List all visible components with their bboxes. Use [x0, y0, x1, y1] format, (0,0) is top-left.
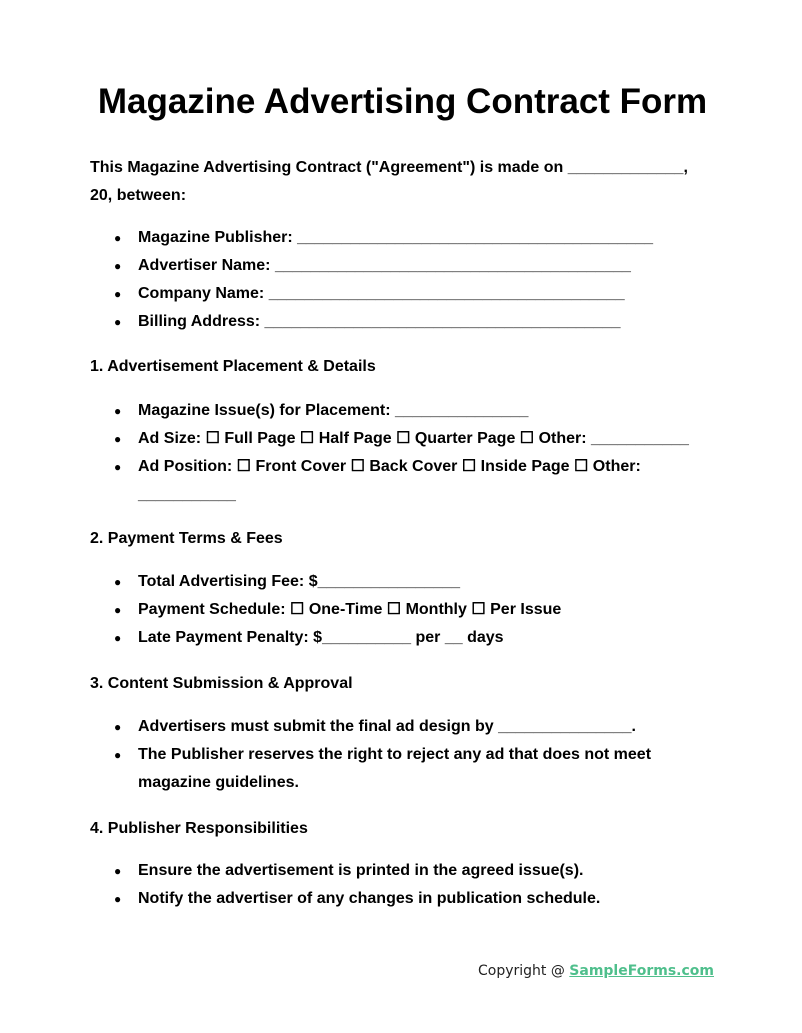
list-item: ● Ad Size: ☐ Full Page ☐ Half Page ☐ Quarter Page ☐ Other: ___________ — [138, 425, 698, 453]
list-item: ● Magazine Publisher: ________________________________________ — [138, 224, 718, 252]
section-heading: 3. Content Submission & Approval — [90, 675, 353, 692]
list-item: ● Billing Address: ________________________________________ — [138, 308, 718, 336]
copyright-text: Copyright @ — [477, 963, 570, 979]
list-item: ● Ensure the advertisement is printed in the agreed issue(s). — [138, 857, 718, 885]
list-item: ● Notify the advertiser of any changes in publication schedule. — [138, 885, 718, 913]
section-list — [90, 713, 678, 797]
section-heading: 1. Advertisement Placement & Details — [90, 358, 376, 375]
list-item: ● Payment Schedule: ☐ One-Time ☐ Monthly ☐ Per Issue — [138, 596, 718, 624]
list-item: ● Late Payment Penalty: $__________ per __ days — [138, 624, 718, 652]
list-item: ● Ad Position: ☐ Front Cover ☐ Back Cover ☐ Inside Page ☐ Other: ___________ — [138, 453, 698, 509]
section-heading: 2. Payment Terms & Fees — [90, 530, 283, 547]
parties-list — [90, 224, 718, 336]
list-item: ● Advertiser Name: ________________________________________ — [138, 252, 718, 280]
list-item: ● Magazine Issue(s) for Placement: _______________ — [138, 397, 698, 425]
section-list — [90, 857, 718, 913]
list-item: ● Advertisers must submit the final ad design by _______________. — [138, 713, 678, 741]
list-item: ● Company Name: ________________________________________ — [138, 280, 718, 308]
section-list — [90, 568, 718, 652]
intro-text: This Magazine Advertising Contract ("Agreement") is made on _____________, 20, between: — [90, 159, 688, 204]
sampleforms-link[interactable]: SampleForms.com — [569, 963, 714, 979]
section-list — [90, 397, 698, 509]
page-title: Magazine Advertising Contract Form — [97, 82, 708, 121]
list-item: ● The Publisher reserves the right to reject any ad that does not meet magazine guidelines. — [138, 741, 678, 797]
list-item: ● Total Advertising Fee: $________________ — [138, 568, 718, 596]
footer-copyright — [478, 963, 714, 979]
section-heading: 4. Publisher Responsibilities — [90, 820, 308, 837]
